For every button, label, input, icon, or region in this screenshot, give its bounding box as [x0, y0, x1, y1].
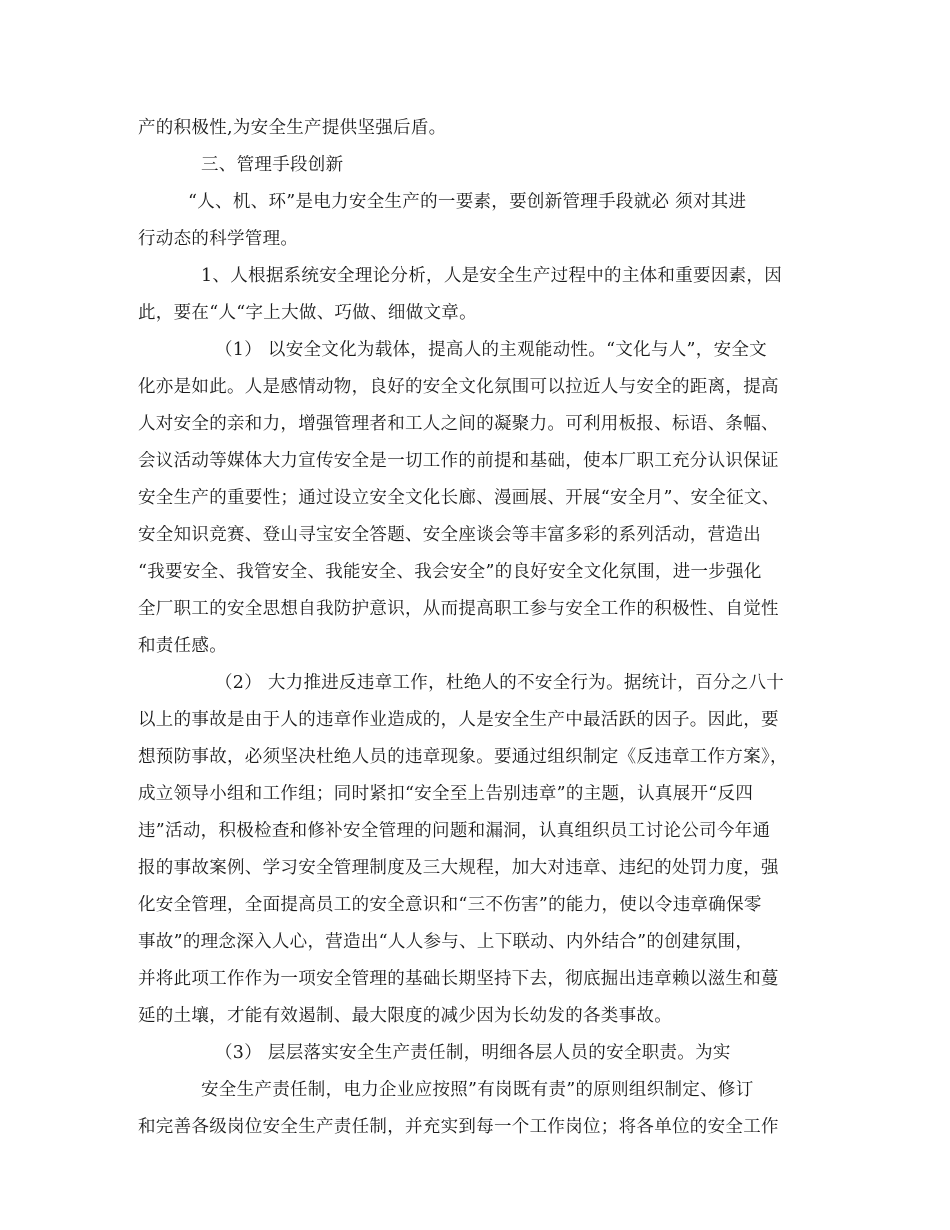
text-line-25: 延的土壤，才能有效遏制、最大限度的减少因为长幼发的各类事故。 — [138, 1006, 672, 1026]
text-line-9: 人对安全的亲和力，增强管理者和工人之间的凝聚力。可利用板报、标语、条幅、 — [138, 414, 779, 434]
text-line-3: “人、机、环”是电力安全生产的一要素，要创新管理手段就必 须对其进 — [188, 192, 747, 212]
text-line-24: 并将此项工作作为一项安全管理的基础长期坚持下去，彻底掘出违章赖以滋生和蔓 — [138, 969, 779, 989]
text-line-12: 安全知识竞赛、登山寻宝安全答题、安全座谈会等丰富多彩的系列活动，营造出 — [138, 525, 761, 545]
section-heading-management-innovation: 三、管理手段创新 — [201, 155, 344, 175]
text-line-11: 安全生产的重要性；通过设立安全文化长廊、漫画展、开展“安全月”、安全征文、 — [138, 488, 780, 508]
text-line-26: （3） 层层落实安全生产责任制，明细各层人员的安全职责。为实 — [215, 1043, 731, 1063]
text-line-4: 行动态的科学管理。 — [138, 229, 299, 249]
text-line-19: 成立领导小组和工作组；同时紧扣“安全至上告别违章”的主题，认真展开“反四 — [138, 784, 754, 804]
text-line-7: （1） 以安全文化为载体，提高人的主观能动性。“文化与人”，安全文 — [215, 340, 767, 360]
text-line-27: 安全生产责任制，电力企业应按照”有岗既有责”的原则组织制定、修订 — [201, 1080, 754, 1100]
text-line-23: 事故”的理念深入人心，营造出“人人参与、上下联动、内外结合”的创建氛围， — [138, 932, 754, 952]
text-line-10: 会议活动等媒体大力宣传安全是一切工作的前提和基础，使本厂职工充分认识保证 — [138, 451, 779, 471]
text-line-13: “我要安全、我管安全、我能安全、我会安全”的良好安全文化氛围，进一步强化 — [138, 562, 762, 582]
text-line-21: 报的事故案例、学习安全管理制度及三大规程，加大对违章、违纪的处罚力度，强 — [138, 858, 779, 878]
text-line-16: （2） 大力推进反违章工作，杜绝人的不安全行为。据统计，百分之八十 — [215, 673, 785, 693]
text-line-6: 此，要在“人“字上大做、巧做、细做文章。 — [138, 303, 477, 323]
text-line-28: 和完善各级岗位安全生产责任制，并充实到每一个工作岗位；将各单位的安全工作 — [138, 1117, 779, 1137]
text-line-22: 化安全管理，全面提高员工的安全意识和“三不伤害”的能力，使以令违章确保零 — [138, 895, 762, 915]
text-line-20: 违”活动，积极检查和修补安全管理的问题和漏洞，认真组织员工讨论公司今年通 — [138, 821, 771, 841]
text-line-8: 化亦是如此。人是感情动物，良好的安全文化氛围可以拉近人与安全的距离，提高 — [138, 377, 779, 397]
text-line-15: 和责任感。 — [138, 636, 227, 656]
text-line-14: 全厂职工的安全思想自我防护意识，从而提高职工参与安全工作的积极性、自觉性 — [138, 599, 779, 619]
text-line-18: 想预防事故，必须坚决杜绝人员的违章现象。要通过组织制定《反违章工作方案》， — [138, 747, 788, 767]
text-line-5: 1、人根据系统安全理论分析，人是安全生产过程中的主体和重要因素，因 — [201, 266, 783, 286]
text-line-1: 产的积极性,为安全生产提供坚强后盾。 — [138, 118, 447, 138]
text-line-17: 以上的事故是由于人的违章作业造成的，人是安全生产中最活跃的因子。因此，要 — [138, 710, 779, 730]
